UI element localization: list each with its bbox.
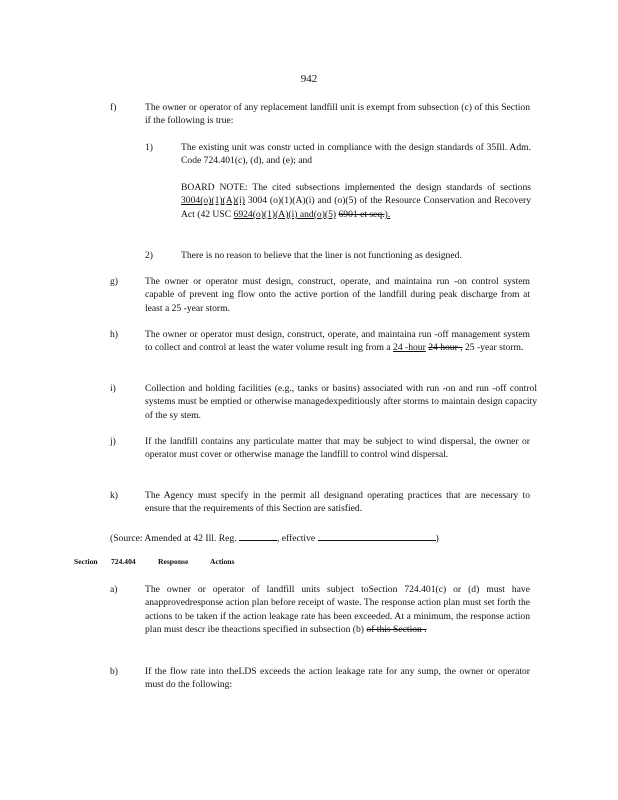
item-j-label: j) bbox=[110, 436, 116, 447]
item-f-label: f) bbox=[110, 102, 117, 113]
board-note-ins-2: 6924(o)(1)(A)(i) and(o)(5) bbox=[233, 208, 337, 220]
board-note-del: 6901 et seq. bbox=[338, 208, 385, 220]
item-a-text bbox=[145, 583, 530, 637]
board-note-tail: ). bbox=[384, 208, 391, 220]
page-number: 942 bbox=[300, 73, 318, 85]
item-g-text: The owner or operator must design, construct, operate, and maintaina run -on control system capable of prevent ing flow onto the active portion of the landfill during peak discharge from at least a 25 -year storm. bbox=[145, 276, 530, 314]
item-h-del: 24 hour , bbox=[428, 342, 463, 354]
section-number: 724.404 bbox=[111, 557, 136, 566]
item-f2-text: There is no reason to believe that the liner is not functioning as designed. bbox=[181, 250, 462, 261]
item-b-text: If the flow rate into theLDS exceeds the action leakage rate for any sump, the owner or operator must do the following: bbox=[145, 666, 530, 691]
board-note bbox=[181, 181, 531, 221]
item-a-lead: The owner or operator of landfill units subject toSection 724.401(c) or (d) must have anapprovedresponse action plan before receipt of waste. The response action plan must set forth the actions to be taken if the action leakage rate has been exceeded. At a minimum, the response action plan must descr ibe theactions specified in subsection (b) bbox=[145, 584, 530, 636]
source-close: ) bbox=[435, 533, 439, 544]
item-f1-text: The existing unit was constr ucted in compliance with the design standards of 35Ill. Adm. Code 724.401(c), (d), and (e); and bbox=[181, 142, 531, 167]
item-h-ins: 24 -hour bbox=[393, 342, 426, 354]
board-note-lead: BOARD NOTE: The cited subsections implemented the design standards of sections bbox=[181, 182, 531, 193]
item-h-lead: The owner or operator must design, construct, operate, and maintaina run -off management system to collect and control at least the water volume result ing from a bbox=[145, 329, 530, 354]
section-label: Section bbox=[74, 557, 98, 566]
item-a-label: a) bbox=[110, 584, 118, 595]
item-h-tail: 25 -year storm. bbox=[465, 342, 524, 354]
item-i-text: Collection and holding facilities (e.g., tanks or basins) associated with run -on and run -off control systems must be emptied or otherwise managedexpeditiously after storms to maintain design capacity of the sy stem. bbox=[145, 383, 537, 421]
item-k-text: The Agency must specify in the permit all designand operating practices that are necessary to ensure that the requirements of this Section are satisfied. bbox=[145, 490, 530, 515]
source-mid: , effective bbox=[276, 533, 316, 544]
source-line bbox=[110, 530, 439, 545]
section-title-2: Actions bbox=[210, 557, 235, 566]
item-h-text bbox=[145, 328, 530, 355]
source-lead: (Source: Amended at 42 Ill. Reg. bbox=[110, 533, 237, 544]
section-title-1: Response bbox=[158, 557, 189, 566]
item-k-label: k) bbox=[110, 490, 118, 501]
source-reg-blank bbox=[239, 530, 277, 541]
item-b-label: b) bbox=[110, 666, 118, 677]
source-date-blank bbox=[318, 530, 436, 541]
board-note-mid-1: 3004 (o)(1)(A)(i) and (o)(5) of the Resource Conservation and Recovery Act (42 USC bbox=[181, 195, 531, 220]
item-f2-label: 2) bbox=[145, 250, 153, 261]
item-g-label: g) bbox=[110, 276, 118, 287]
item-f1-label: 1) bbox=[145, 142, 153, 153]
board-note-ins-1: 3004(o)(1)(A)(i) bbox=[181, 195, 245, 207]
item-a-del: of this Section . bbox=[366, 624, 427, 636]
item-j-text: If the landfill contains any particulate matter that may be subject to wind dispersal, the owner or operator must cover or otherwise manage the landfill to control wind dispersal. bbox=[145, 436, 530, 461]
item-h-label: h) bbox=[110, 329, 118, 340]
item-i-label: i) bbox=[110, 383, 116, 394]
item-f-text: The owner or operator of any replacement landfill unit is exempt from subsection (c) of this Section if the following is true: bbox=[145, 102, 530, 127]
